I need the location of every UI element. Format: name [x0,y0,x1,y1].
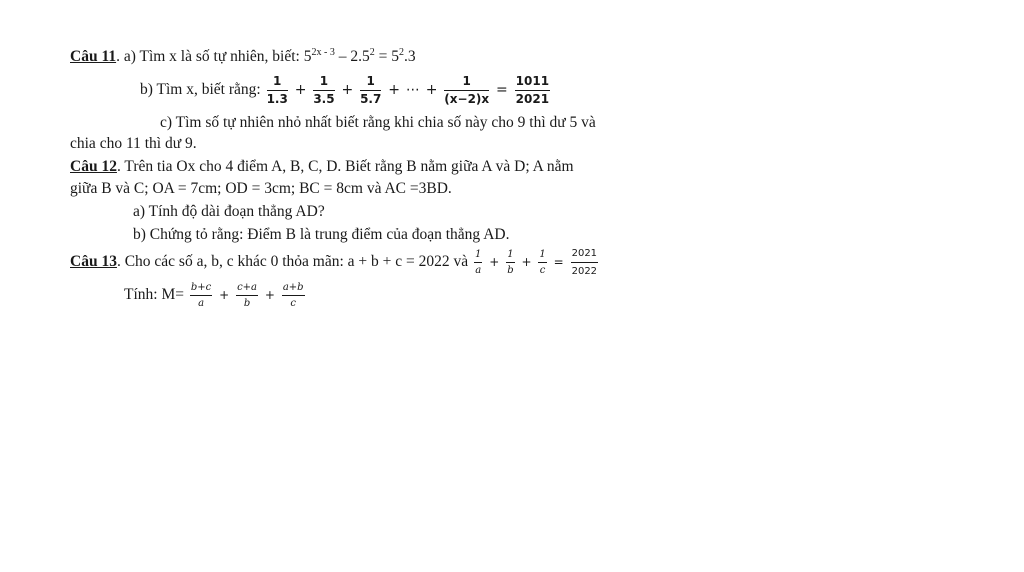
plus-sign: + [489,255,500,269]
fraction: $\frac{b+c}{a}$ [190,281,212,309]
q13-tinh-line [124,278,307,312]
eq-tail: .3 [403,48,416,65]
q11-c-line2: chia cho 11 thì dư 9. [70,135,197,152]
plus-sign: + [264,288,275,302]
fraction: $\frac{1}{5.7}$ [360,73,382,106]
eq-exponent: 2 [398,47,404,58]
q11-a-text: . a) Tìm x là số tự nhiên, biết: [116,48,304,65]
fraction: $\frac{a+b}{c}$ [282,281,304,309]
tinh-label: Tính: M= [124,286,188,303]
equals-sign: = [496,82,508,98]
eq-base: 5 [303,48,312,65]
fraction: $\frac{1011}{2021}$ [515,73,550,106]
fraction: $\frac{1}{b}$ [507,248,514,276]
ellipsis: ⋯ [405,82,420,98]
q11-c-line1: c) Tìm số tự nhiên nhỏ nhất biết rằng khi chia số này cho 9 thì dư 5 và [160,114,596,131]
eq-exponent: 2x - 3 [311,47,335,58]
fraction: $\frac{c+a}{b}$ [237,281,258,309]
fraction: $\frac{1}{a}$ [475,248,482,276]
q12-text: . Trên tia Ox cho 4 điểm A, B, C, D. Biết rằng B nằm giữa A và D; A nằm [116,158,574,175]
fraction: $\frac{2021}{2022}$ [571,247,598,277]
q12-a: a) Tính độ dài đoạn thẳng AD? [133,203,325,220]
fraction: $\frac{1}{3.5}$ [313,73,335,106]
q12-line1 [70,158,574,176]
fraction: $\frac{1}{1.3}$ [266,73,288,106]
q12-b: b) Chứng tỏ rằng: Điểm B là trung điểm của đoạn thẳng AD. [133,226,510,243]
q11-a-equation [304,48,416,65]
q13-text: . Cho các số a, b, c khác 0 thỏa mãn: a + b + c = 2022 và [116,253,473,270]
plus-sign: + [521,255,532,269]
q13-line [70,245,600,279]
eq-equals: = 5 [374,48,399,65]
fraction: $\frac{1}{c}$ [539,248,546,276]
plus-sign: + [425,82,438,98]
plus-sign: + [341,82,354,98]
plus-sign: + [219,288,230,302]
q12-line2: giữa B và C; OA = 7cm; OD = 3cm; BC = 8cm và AC =3BD. [70,180,452,197]
eq-middle: – 2.5 [334,48,370,65]
q11-b-line [140,73,552,107]
eq-exponent: 2 [369,47,375,58]
plus-sign: + [294,82,307,98]
equals-sign: = [553,255,564,269]
q11-a-line [70,48,416,66]
plus-sign: + [388,82,400,98]
q11-b-text: b) Tìm x, biết rằng: [140,81,265,98]
q11-label: Câu 11 [70,48,117,65]
q13-label: Câu 13 [70,253,117,270]
fraction: $\frac{1}{(x-2)x}$ [444,73,490,106]
q12-label: Câu 12 [70,158,117,175]
